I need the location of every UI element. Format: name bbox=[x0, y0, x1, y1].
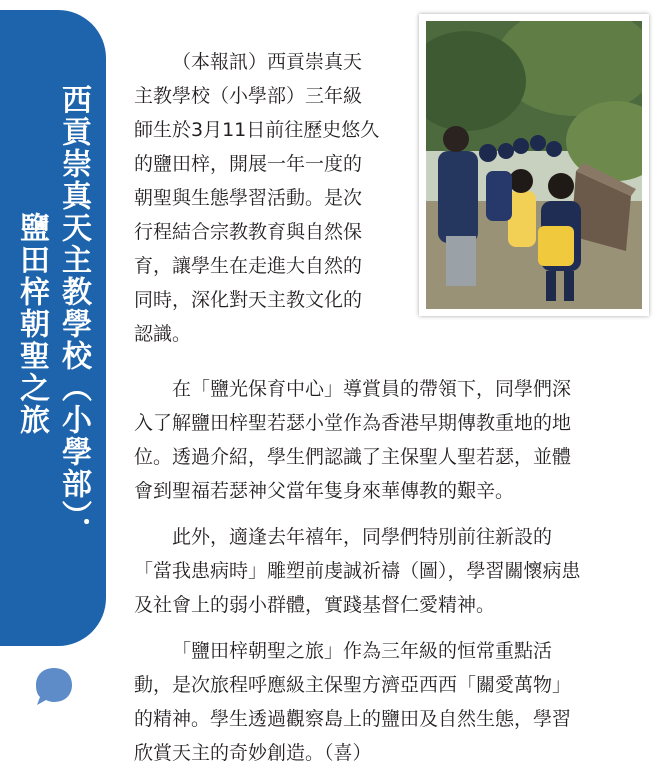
paragraph-intro bbox=[134, 45, 412, 351]
text-line: 的鹽田梓，開展一年一度的 bbox=[134, 153, 363, 175]
text-line: 認識。 bbox=[134, 323, 192, 345]
title-banner bbox=[0, 10, 106, 646]
text-line: 位。透過介紹，學生們認識了主保聖人聖若瑟，並體 bbox=[134, 446, 572, 468]
paragraph-conclusion bbox=[134, 634, 632, 770]
paragraph-prayer bbox=[134, 520, 632, 622]
text-line: 「當我患病時」雕塑前虔誠祈禱（圖），學習關懷病患 bbox=[134, 560, 581, 582]
paragraph-guided-tour bbox=[134, 372, 632, 508]
headline-school: 西貢崇真天主教學校（小學部）． bbox=[56, 84, 91, 549]
speech-bubble-icon bbox=[32, 664, 76, 708]
text-line: 「鹽田梓朝聖之旅」作為三年級的恒常重點活 bbox=[172, 640, 553, 662]
text-line: 主教學校（小學部）三年級 bbox=[134, 85, 363, 107]
text-line: 在「鹽光保育中心」導賞員的帶領下，同學們深 bbox=[172, 378, 572, 400]
text-line: 的精神。學生透過觀察島上的鹽田及自然生態，學習 bbox=[134, 708, 572, 730]
article-photo bbox=[419, 14, 649, 316]
text-line: 及社會上的弱小群體，實踐基督仁愛精神。 bbox=[134, 594, 496, 616]
text-line: 此外，適逢去年禧年，同學們特別前往新設的 bbox=[172, 526, 553, 548]
text-line: 師生於3月11日前往歷史悠久 bbox=[134, 119, 380, 141]
text-line: 育，讓學生在走進大自然的 bbox=[134, 255, 363, 277]
text-line: 會到聖福若瑟神父當年隻身來華傳教的艱辛。 bbox=[134, 480, 515, 502]
text-line: 行程結合宗教教育與自然保 bbox=[134, 221, 363, 243]
headline-trip: 鹽田梓朝聖之旅 bbox=[14, 212, 49, 436]
photo-students-praying bbox=[426, 21, 642, 309]
text-line: 入了解鹽田梓聖若瑟小堂作為香港早期傳教重地的地 bbox=[134, 412, 572, 434]
text-line: 欣賞天主的奇妙創造。（喜） bbox=[134, 742, 372, 764]
text-line: 動，是次旅程呼應級主保聖方濟亞西西「關愛萬物」 bbox=[134, 674, 572, 696]
text-line: （本報訊）西貢崇真天 bbox=[172, 51, 363, 73]
text-line: 朝聖與生態學習活動。是次 bbox=[134, 187, 363, 209]
text-line: 同時，深化對天主教文化的 bbox=[134, 289, 363, 311]
